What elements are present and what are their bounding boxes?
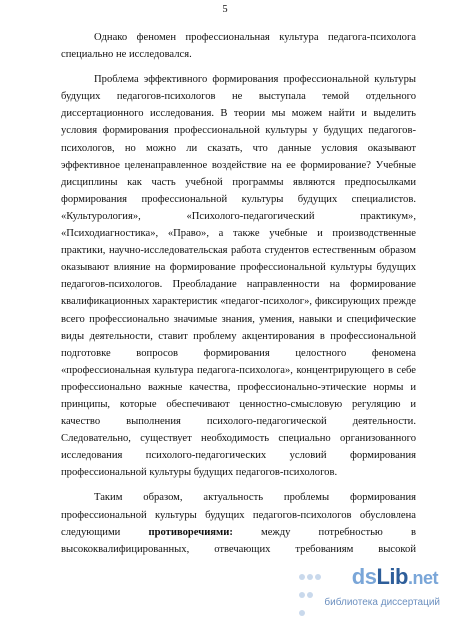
page-number: 5 — [222, 4, 228, 15]
paragraph-text-end: между потребностью в высококвалифицированных, отвечающих требованиям высокой — [61, 526, 416, 555]
document-body — [61, 29, 416, 558]
watermark-logo: dsLib.net — [351, 564, 438, 589]
bold-term: противоречиями: — [148, 526, 233, 538]
paragraph-text-start: Таким образом, актуальность проблемы формирования профессиональной культуры будущих педагогов-психологов обусловлена следующими — [61, 492, 416, 538]
paragraph: Однако феномен профессиональная культура педагога-психолога специально не исследовался. — [61, 32, 416, 61]
dslib-watermark — [294, 564, 444, 608]
watermark-dots-icon — [298, 568, 322, 622]
watermark-caption: библиотека диссертаций — [324, 597, 440, 608]
paragraph: Проблема эффективного формирования профессиональной культуры будущих педагогов-психологов не выступала темой отдельного диссертационного исследования. В теории мы можем найти и выделить условия формирования профессиональной культуры у будущих педагогов-психологов, но можно ли сказать, что данные условия оказывают эффективное целенаправленное воздействие на ее формирование? Учебные дисциплины как часть учебной программы являются предпосылками формирования профессиональной культуры будущих специалистов. «Культурология», «Психолого-педагогический практикум», «Психодиагностика», «Право», а также учебные и производственные практики, научно-исследовательская работа студентов естественным образом оказывают влияние на формирование профессиональной культуры будущих педагогов-психологов. Преобладание направленности на формирование квалификационных характеристик «педагог-психолог», фиксирующих прежде всего профессионально значимые знания, умения, навыки и специфические виды деятельности, ставит проблему акцентирования в профессиональной подготовке вопросов формирования целостного феномена «профессиональная культура педагога-психолога», концентрирующего в себе профессионально важные качества, профессионально-этические нормы и принципы, которые обеспечивают ценностно-смысловую регуляцию и качество выполнения психолого-педагогической деятельности. Следовательно, существует необходимость специально организованного исследования психолого-педагогических условий формирования профессиональной культуры будущих педагогов-психологов. — [61, 74, 416, 479]
paragraph-contradictions — [61, 489, 416, 557]
